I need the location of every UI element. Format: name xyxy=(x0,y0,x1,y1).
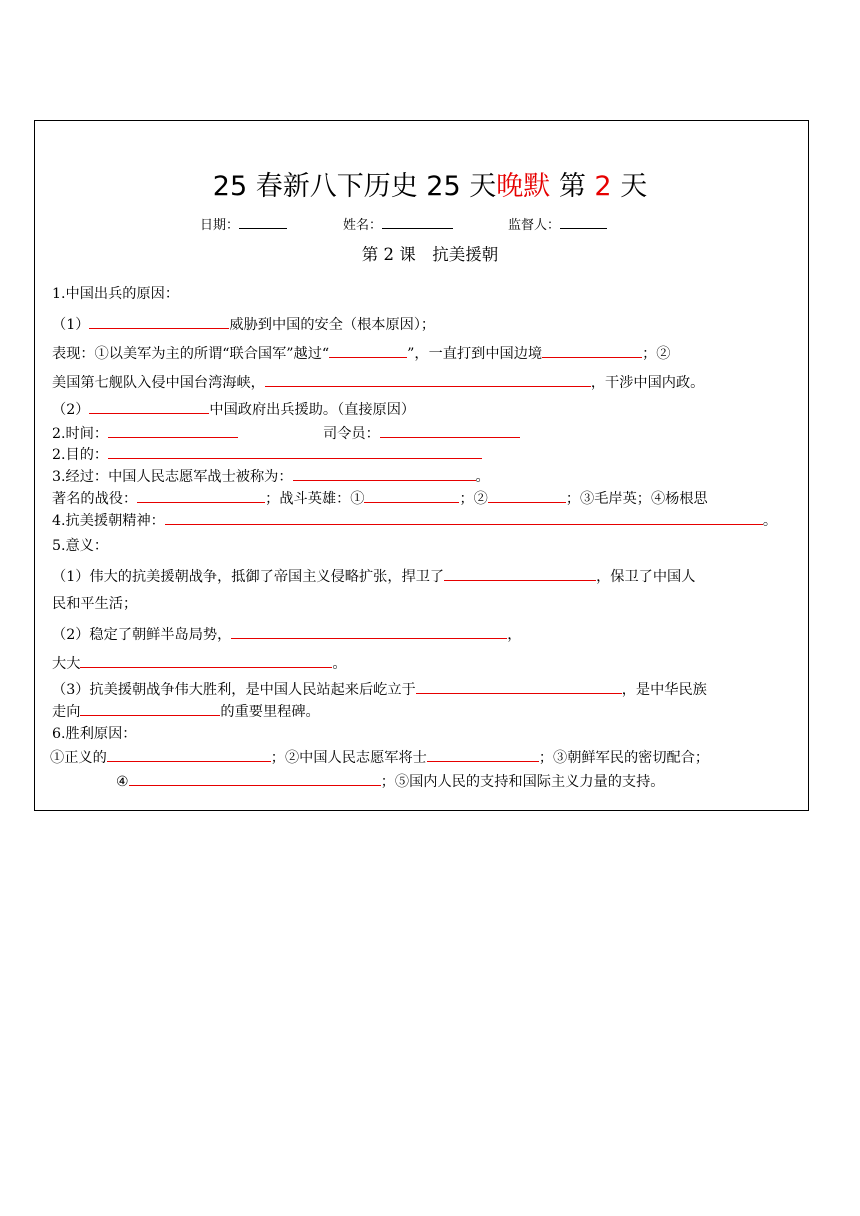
manifestation-line: 表现：①以美军为主的所谓“联合国军”越过“ ”，一直打到中国边境 ；② xyxy=(52,342,670,364)
answer-blank[interactable] xyxy=(129,770,381,786)
answer-blank[interactable] xyxy=(231,623,507,639)
significance-2-cont: 大大 。 xyxy=(52,652,347,674)
answer-blank[interactable] xyxy=(364,487,459,503)
victory-reasons-cont: ④ ；⑤国内人民的支持和国际主义力量的支持。 xyxy=(116,770,665,792)
significance-3-cont: 走向 的重要里程碑。 xyxy=(52,700,320,722)
page-title: 25 春新八下历史 25 天晚默 第 2 天 xyxy=(212,171,648,202)
significance-1-cont: 民和平生活； xyxy=(52,596,138,612)
answer-blank[interactable] xyxy=(80,652,332,668)
battles-heroes-line: 著名的战役： ；战斗英雄：① ；② ；③毛岸英；④杨根思 xyxy=(52,487,708,509)
answer-blank[interactable] xyxy=(416,678,622,694)
significance-1-line: （1）伟大的抗美援朝战争，抵御了帝国主义侵略扩张，捍卫了 ，保卫了中国人 xyxy=(52,565,695,587)
answer-blank[interactable] xyxy=(89,313,229,329)
victory-reasons-line: ①正义的 ；②中国人民志愿军将士 ；③朝鲜军民的密切配合； xyxy=(50,746,709,768)
answer-blank[interactable] xyxy=(137,487,265,503)
answer-blank[interactable] xyxy=(380,422,520,438)
purpose-line: 2.目的： xyxy=(52,443,482,465)
name-field: 姓名： xyxy=(343,214,453,235)
answer-blank[interactable] xyxy=(427,746,539,762)
section-5-heading: 5.意义： xyxy=(52,538,109,554)
seventh-fleet-line: 美国第七舰队入侵中国台湾海峡， ，干涉中国内政。 xyxy=(52,371,704,393)
answer-blank[interactable] xyxy=(107,746,271,762)
answer-blank[interactable] xyxy=(89,398,209,414)
answer-blank[interactable] xyxy=(542,342,642,358)
supervisor-field: 监督人： xyxy=(508,214,607,235)
answer-blank[interactable] xyxy=(329,342,407,358)
reason-1-line: （1） 威胁到中国的安全（根本原因）； xyxy=(52,313,435,335)
answer-blank[interactable] xyxy=(80,700,220,716)
spirit-line: 4.抗美援朝精神： 。 xyxy=(52,509,777,531)
supervisor-blank[interactable] xyxy=(560,214,607,229)
answer-blank[interactable] xyxy=(444,565,596,581)
section-6-heading: 6.胜利原因： xyxy=(52,726,137,742)
answer-blank[interactable] xyxy=(293,465,476,481)
commander-line: 司令员： xyxy=(323,422,520,444)
process-line: 3.经过：中国人民志愿军战士被称为： 。 xyxy=(52,465,490,487)
significance-2-line: （2）稳定了朝鲜半岛局势， ， xyxy=(52,623,521,645)
name-blank[interactable] xyxy=(382,214,453,229)
answer-blank[interactable] xyxy=(108,443,482,459)
date-field: 日期： xyxy=(200,214,287,235)
time-line: 2.时间： xyxy=(52,422,238,444)
lesson-title: 第 2 课 抗美援朝 xyxy=(361,245,499,264)
answer-blank[interactable] xyxy=(488,487,566,503)
date-blank[interactable] xyxy=(239,214,287,229)
reason-2-line: （2） 中国政府出兵援助。（直接原因） xyxy=(52,398,415,420)
answer-blank[interactable] xyxy=(165,509,763,525)
answer-blank[interactable] xyxy=(265,371,591,387)
significance-3-line: （3）抗美援朝战争伟大胜利，是中国人民站起来后屹立于 ，是中华民族 xyxy=(52,678,707,700)
section-1-heading: 1.中国出兵的原因： xyxy=(52,286,180,302)
answer-blank[interactable] xyxy=(108,422,238,438)
